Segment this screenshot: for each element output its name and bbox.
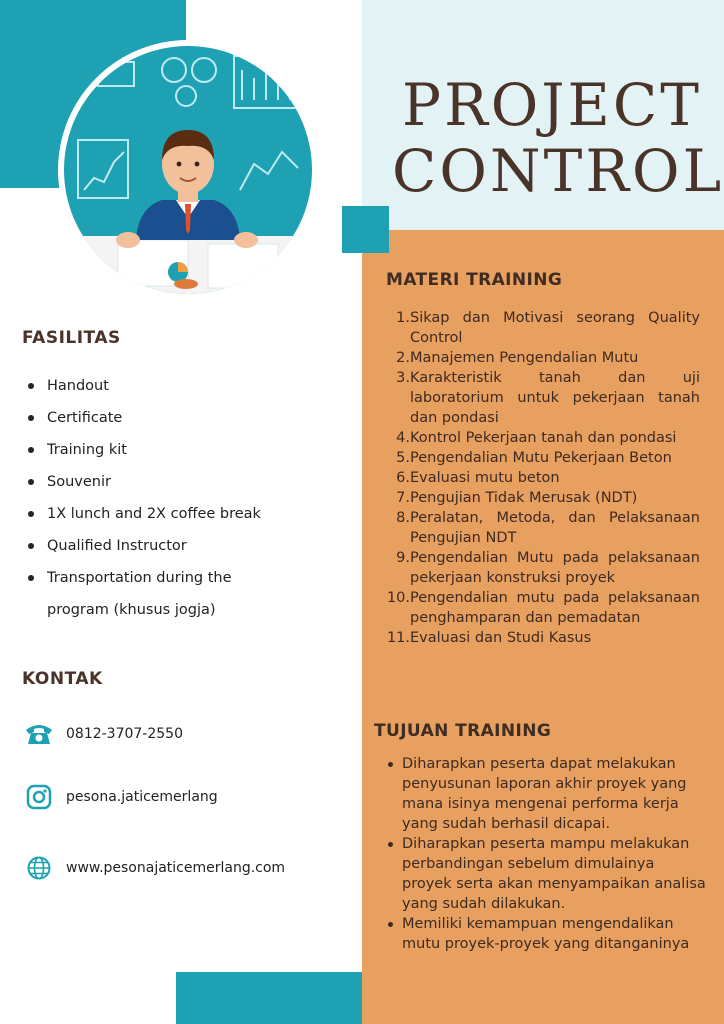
tujuan-list <box>386 754 708 954</box>
list-item: Certificate <box>24 402 324 434</box>
contact-phone <box>24 719 183 749</box>
list-item: Souvenir <box>24 466 324 498</box>
list-item <box>380 428 700 448</box>
phone-number[interactable]: 0812-3707-2550 <box>66 726 183 742</box>
item-text: Peralatan, Metoda, dan Pelaksanaan Pengujian NDT <box>410 510 700 546</box>
item-number: 2. <box>396 350 410 366</box>
title-line-1: PROJECT <box>402 71 702 139</box>
item-number: 11. <box>386 630 410 646</box>
item-number: 3. <box>396 370 410 386</box>
item-text: Pengendalian mutu pada pelaksanaan penghamparan dan pemadatan <box>410 590 700 626</box>
list-item: Training kit <box>24 434 324 466</box>
materi-list <box>380 308 700 648</box>
list-item <box>380 628 700 648</box>
item-text: Kontrol Pekerjaan tanah dan pondasi <box>410 430 677 446</box>
list-item <box>380 548 700 588</box>
item-number: 9. <box>396 550 410 566</box>
item-text: Pengendalian Mutu pada pelaksanaan pekerjaan konstruksi proyek <box>410 550 700 586</box>
list-item: Handout <box>24 370 324 402</box>
list-item: Memiliki kemampuan mengendalikan mutu proyek-proyek yang ditanganinya <box>386 914 708 954</box>
list-item <box>380 468 700 488</box>
list-item <box>380 308 700 348</box>
list-item: Diharapkan peserta dapat melakukan penyusunan laporan akhir proyek yang mana isinya mengenai performa kerja yang sudah berhasil dicapai. <box>386 754 708 834</box>
item-text: Evaluasi dan Studi Kasus <box>410 630 592 646</box>
item-number: 6. <box>396 470 410 486</box>
item-text: Manajemen Pengendalian Mutu <box>410 350 639 366</box>
kontak-heading: KONTAK <box>22 669 103 689</box>
item-number: 7. <box>396 490 410 506</box>
title-line-2: CONTROL <box>392 137 724 205</box>
instagram-handle[interactable]: pesona.jaticemerlang <box>66 789 218 805</box>
fasilitas-list <box>24 370 324 626</box>
list-item <box>380 448 700 468</box>
item-number: 1. <box>396 310 410 326</box>
list-item <box>380 368 700 428</box>
list-item-continuation: program (khusus jogja) <box>47 602 216 618</box>
list-item <box>380 508 700 548</box>
item-text: Pengendalian Mutu Pekerjaan Beton <box>410 450 672 466</box>
item-number: 5. <box>396 450 410 466</box>
item-text: Evaluasi mutu beton <box>410 470 560 486</box>
fasilitas-heading: FASILITAS <box>22 328 121 348</box>
materi-heading: MATERI TRAINING <box>386 270 563 290</box>
list-item: Qualified Instructor <box>24 530 324 562</box>
instagram-icon <box>24 782 54 812</box>
globe-icon <box>24 853 54 883</box>
item-number: 10. <box>386 590 410 606</box>
list-item <box>380 348 700 368</box>
item-text: Sikap dan Motivasi seorang Quality Control <box>410 310 700 346</box>
website-link[interactable]: www.pesonajaticemerlang.com <box>66 860 286 876</box>
item-text: Pengujian Tidak Merusak (NDT) <box>410 490 638 506</box>
item-number: 4. <box>396 430 410 446</box>
businessman-illustration <box>58 40 318 300</box>
list-item <box>380 588 700 628</box>
list-item <box>380 488 700 508</box>
list-item: Transportation during the <box>24 562 324 594</box>
phone-icon <box>24 719 54 749</box>
page-title <box>392 71 724 205</box>
item-number: 8. <box>396 510 410 526</box>
teal-accent-square <box>342 206 389 253</box>
teal-bottom-block <box>176 972 362 1024</box>
item-text: Karakteristik tanah dan uji laboratorium untuk pekerjaan tanah dan pondasi <box>410 370 700 426</box>
list-item: 1X lunch and 2X coffee break <box>24 498 324 530</box>
contact-website <box>24 853 285 883</box>
contact-instagram <box>24 782 218 812</box>
list-item: Diharapkan peserta mampu melakukan perbandingan sebelum dimulainya proyek serta akan menyampaikan analisa yang sudah dilakukan. <box>386 834 708 914</box>
tujuan-heading: TUJUAN TRAINING <box>374 721 552 741</box>
